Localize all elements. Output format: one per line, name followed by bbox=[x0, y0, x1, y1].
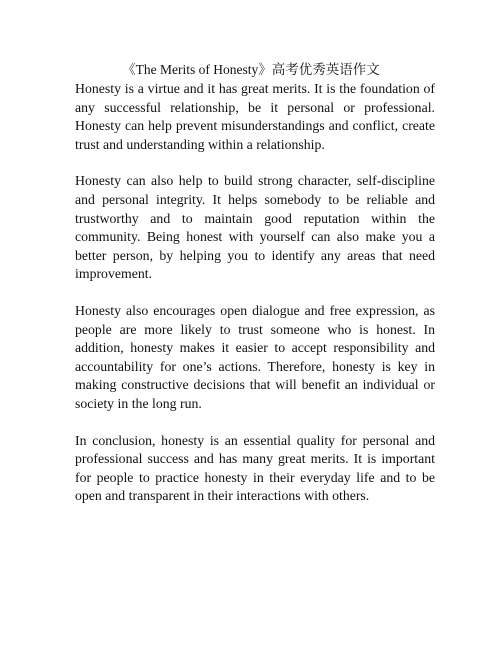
paragraph-3: Honesty also encourages open dialogue and free expression, as people are more likely to trust someone who is honest. In addition, honesty makes it easier to accept responsibility and accountability for one’s actions. Therefore, honesty is key in making constructive decisions that will benefit an individual or society in the long run. bbox=[75, 302, 435, 411]
paragraph-1: Honesty is a virtue and it has great merits. It is the foundation of any successful relationship, be it personal or professional. Honesty can help prevent misunderstandings and conflict, create trust and understanding within a relationship. bbox=[75, 81, 435, 152]
document-body bbox=[75, 80, 435, 524]
paragraph-2: Honesty can also help to build strong character, self-discipline and personal integrity. It helps somebody to be reliable and trustworthy and to maintain good reputation within the community. Being honest with yourself can also make you a better person, by helping you to identify any areas that need improvement. bbox=[75, 173, 435, 282]
document-title: 《The Merits of Honesty》高考优秀英语作文 bbox=[122, 62, 380, 77]
paragraph-4: In conclusion, honesty is an essential quality for personal and professional success and has many great merits. It is important for people to practice honesty in their everyday life and to be open and transparent in their interactions with others. bbox=[75, 432, 435, 504]
